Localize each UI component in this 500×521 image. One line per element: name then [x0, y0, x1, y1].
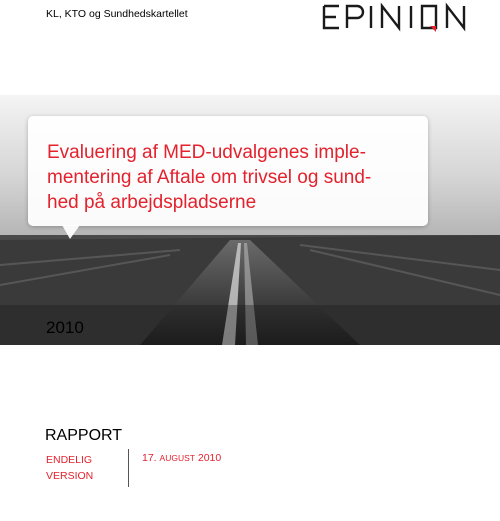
report-date [142, 452, 221, 464]
date-day: 17. [142, 452, 157, 464]
divider [128, 449, 129, 487]
report-status [46, 452, 93, 484]
client-names: KL, KTO og Sundhedskartellet [46, 8, 188, 20]
report-title [47, 140, 422, 215]
status-line-1: ENDELIG [46, 454, 93, 466]
epinion-logo-mark [322, 0, 472, 34]
date-month: AUGUST [159, 453, 195, 463]
report-year: 2010 [46, 318, 84, 337]
report-type: RAPPORT [45, 427, 123, 444]
date-year: 2010 [197, 452, 222, 464]
callout-pointer [62, 225, 80, 239]
epinion-logo [322, 0, 472, 42]
title-line-3: hed på arbejdspladserne [47, 192, 257, 213]
status-line-2: VERSION [46, 470, 94, 482]
title-line-1: Evaluering af MED-udvalgenes imple- [47, 142, 366, 163]
title-line-2: mentering af Aftale om trivsel og sund- [47, 167, 372, 188]
